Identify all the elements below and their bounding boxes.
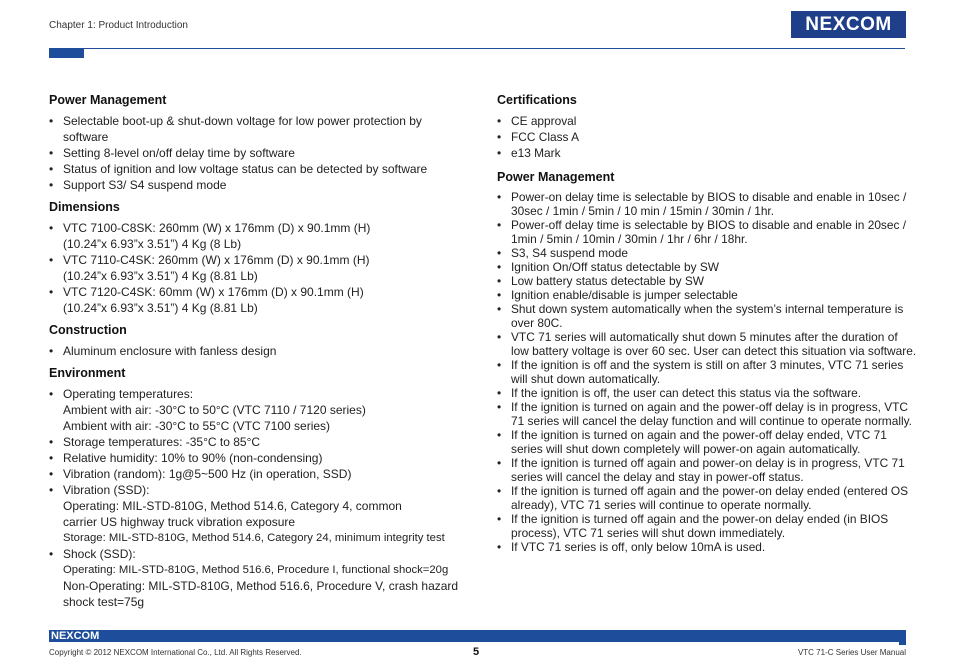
footer-ornament — [890, 630, 898, 638]
header-rule — [49, 48, 905, 49]
nexcom-logo — [791, 11, 906, 38]
logo-text: NEXCOM — [805, 13, 892, 35]
manual-title: VTC 71-C Series User Manual — [797, 648, 906, 657]
list-item: • Low battery status detectable by SW — [497, 274, 704, 288]
list-item: • If the ignition is turned on again and the power-off delay is in progress, VTC 71 series will cancel the delay function and will continue to operate normally. — [497, 400, 912, 428]
list-item: • Vibration (random): 1g@5~500 Hz (in operation, SSD) — [49, 467, 352, 481]
header-tab — [49, 49, 84, 58]
list-item: • e13 Mark — [497, 146, 561, 160]
list-item: • Aluminum enclosure with fanless design — [49, 344, 277, 358]
footer-logo: NEXCOM — [51, 630, 100, 642]
right-column — [497, 92, 917, 560]
list-item: • If VTC 71 series is off, only below 10mA is used. — [497, 540, 766, 554]
list-item: • If the ignition is turned off again and the power-on delay ended (entered OS already), VTC 71 series will continue to operate normally. — [497, 484, 909, 512]
power-management-list — [497, 190, 917, 554]
list-item: • CE approval — [497, 114, 577, 128]
list-item: • Vibration (SSD): Operating: MIL-STD-810G, Method 514.6, Category 4, common carrier US highway truck vibration exposure Storage: MIL-STD-810G, Method 514.6, Category 24, minimum integrity test — [49, 483, 445, 544]
list-item: • If the ignition is off, the user can detect this status via the software. — [497, 386, 862, 400]
list-item: • FCC Class A — [497, 130, 580, 144]
certifications-list — [497, 113, 917, 161]
power-management-list — [49, 113, 469, 193]
list-item: • Setting 8-level on/off delay time by software — [49, 146, 295, 160]
left-column — [49, 92, 469, 616]
power-management-heading: Power Management — [497, 170, 615, 184]
chapter-header: Chapter 1: Product Introduction — [49, 20, 188, 31]
list-item: • Storage temperatures: -35°C to 85°C — [49, 435, 261, 449]
construction-list — [49, 343, 469, 359]
dimensions-list — [49, 220, 469, 316]
list-item: • VTC 7120-C4SK: 60mm (W) x 176mm (D) x 90.1mm (H) (10.24”x 6.93”x 3.51”) 4 Kg (8.81 Lb) — [49, 285, 364, 315]
construction-heading: Construction — [49, 323, 127, 337]
list-item: • VTC 7110-C4SK: 260mm (W) x 176mm (D) x 90.1mm (H) (10.24”x 6.93”x 3.51”) 4 Kg (8.81 Lb) — [49, 253, 370, 283]
list-item: • If the ignition is turned on again and the power-off delay ended, VTC 71 series will shut down completely will power-on again automatically. — [497, 428, 887, 456]
page-number: 5 — [473, 646, 480, 658]
list-item: • VTC 7100-C8SK: 260mm (W) x 176mm (D) x 90.1mm (H) (10.24”x 6.93”x 3.51”) 4 Kg (8 Lb) — [49, 221, 371, 251]
list-item: • Power-off delay time is selectable by BIOS to disable and enable in 20sec / 1min / 5min / 10min / 30min / 1hr / 6hr / 18hr. — [497, 218, 907, 246]
list-item: • Operating temperatures: Ambient with air: -30°C to 50°C (VTC 7110 / 7120 series) Ambient with air: -30°C to 55°C (VTC 7100 series) — [49, 387, 366, 433]
list-item: • If the ignition is turned off again and the power-on delay ended (in BIOS process), VTC 71 series will shut down immediately. — [497, 512, 889, 540]
list-item: • Support S3/ S4 suspend mode — [49, 178, 227, 192]
list-item: • Relative humidity: 10% to 90% (non-condensing) — [49, 451, 323, 465]
list-item: • Status of ignition and low voltage status can be detected by software — [49, 162, 428, 176]
footer-ornament — [899, 639, 906, 645]
footer-bar — [49, 630, 906, 642]
list-item: • Selectable boot-up & shut-down voltage for low power protection by software — [49, 114, 422, 144]
dimensions-heading: Dimensions — [49, 200, 120, 214]
copyright-text: Copyright © 2012 NEXCOM International Co., Ltd. All Rights Reserved. — [49, 648, 302, 657]
certifications-heading: Certifications — [497, 93, 577, 107]
list-item: • Shut down system automatically when the system’s internal temperature is over 80C. — [497, 302, 904, 330]
list-item: • Ignition On/Off status detectable by SW — [497, 260, 719, 274]
list-item: • If the ignition is turned off again and power-on delay is in progress, VTC 71 series will cancel the delay and stay in power-off status. — [497, 456, 905, 484]
environment-list — [49, 386, 469, 610]
power-management-heading: Power Management — [49, 93, 167, 107]
list-item: • Ignition enable/disable is jumper selectable — [497, 288, 738, 302]
list-item: • Power-on delay time is selectable by BIOS to disable and enable in 10sec / 30sec / 1min / 5min / 10 min / 15min / 30min / 1hr. — [497, 190, 907, 218]
list-item: • If the ignition is off and the system is still on after 3 minutes, VTC 71 series will shut down automatically. — [497, 358, 904, 386]
list-item: • S3, S4 suspend mode — [497, 246, 629, 260]
list-item: • VTC 71 series will automatically shut down 5 minutes after the duration of low battery voltage is over 60 sec. User can detect this situation via software. — [497, 330, 917, 358]
list-item: • Shock (SSD): Operating: MIL-STD-810G, Method 516.6, Procedure I, functional shock=20g Non-Operating: MIL-STD-810G, Method 516.6, Procedure V, crash hazard shock test=75g — [49, 547, 459, 609]
environment-heading: Environment — [49, 366, 126, 380]
